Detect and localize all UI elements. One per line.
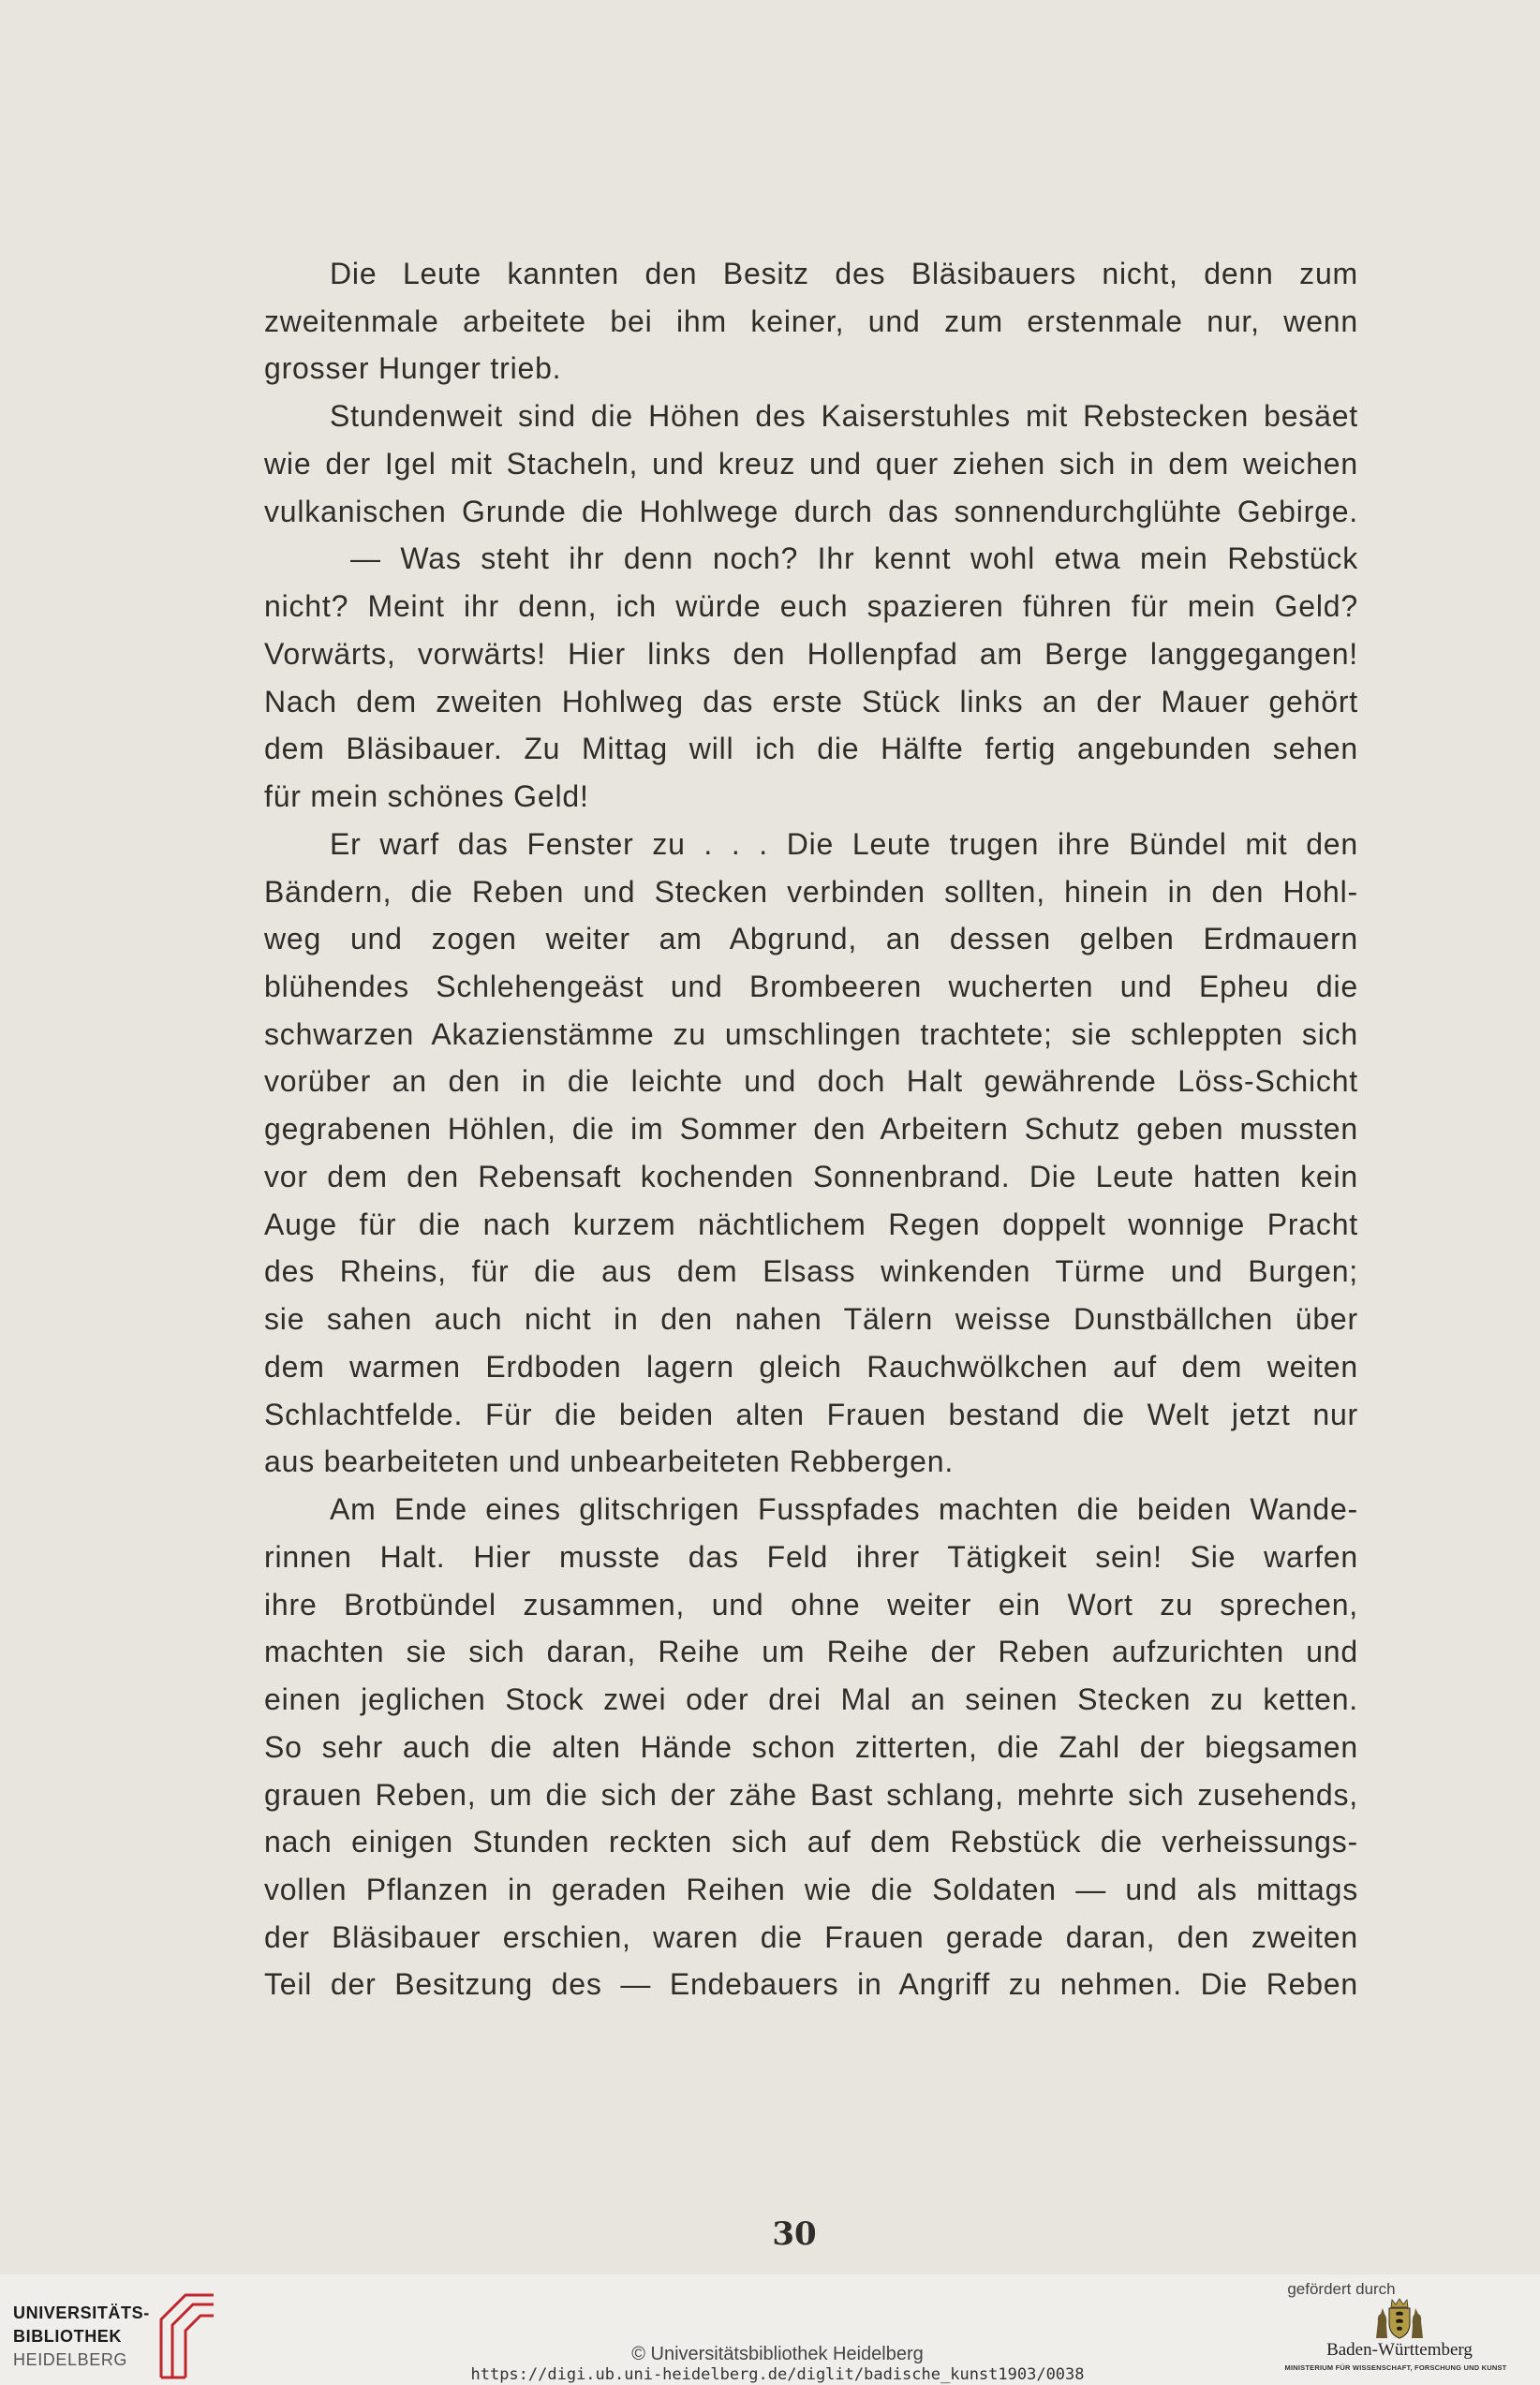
text-line: ihre Brotbündel zusammen, und ohne weiter ein Wort zu sprechen, [264,1587,1358,1622]
text-line: des Rheins, für die aus dem Elsass winkenden Türme und Burgen; [264,1254,1358,1289]
ub-heidelberg-logo-icon [157,2286,217,2379]
copyright-notice: © Universitätsbibliothek Heidelberg [631,2344,924,2364]
text-line: machten sie sich daran, Reihe um Reihe der Reben aufzurichten und [264,1635,1358,1669]
library-name-line: HEIDELBERG [13,2350,128,2369]
text-line: Er warf das Fenster zu . . . Die Leute trugen ihre Bündel mit den [330,826,1358,861]
text-line: Teil der Besitzung des — Endebauers in Angriff zu nehmen. Die Reben [264,1967,1358,2002]
text-line: Auge für die nach kurzem nächtlichem Regen doppelt wonnige Pracht [264,1207,1358,1241]
library-name-line: BIBLIOTHEK [13,2327,122,2346]
text-line: weg und zogen weiter am Abgrund, an dessen gelben Erdmauern [264,922,1358,956]
digitization-footer [0,2274,1540,2385]
library-logo-text [13,2302,150,2372]
text-line: blühendes Schlehengeäst und Brombeeren wucherten und Epheu die [264,970,1358,1004]
text-line: aus bearbeiteten und unbearbeiteten Rebbergen. [264,1444,955,1479]
text-line: Schlachtfelde. Für die beiden alten Frauen bestand die Welt jetzt nur [264,1397,1358,1431]
text-line: der Bläsibauer erschien, waren die Frauen gerade daran, den zweiten [264,1919,1358,1954]
paragraph [264,1486,1358,2008]
text-line: Am Ende eines glitschrigen Fusspfades machten die beiden Wande- [330,1492,1358,1527]
sponsor-ministry: MINISTERIUM FÜR WISSENSCHAFT, FORSCHUNG UND KUNST [1284,2363,1507,2372]
text-line: grauen Reben, um die sich der zähe Bast schlang, mehrte sich zusehends, [264,1777,1358,1812]
text-line: gegrabenen Höhlen, die im Sommer den Arbeitern Schutz geben mussten [264,1112,1358,1147]
text-body [264,250,1358,2008]
library-name-line: UNIVERSITÄTS- [13,2304,150,2322]
text-line: rinnen Halt. Hier musste das Feld ihrer Tätigkeit sein! Sie warfen [264,1539,1358,1574]
paragraph [264,250,1358,393]
paragraph [264,393,1358,535]
text-line: dem warmen Erdboden lagern gleich Rauchwölkchen auf dem weiten [264,1349,1358,1384]
text-line: zweitenmale arbeitete bei ihm keiner, und zum erstenmale nur, wenn [264,304,1358,338]
text-line: schwarzen Akazienstämme zu umschlingen trachtete; sie schleppten sich [264,1016,1358,1051]
text-line: vulkanischen Grunde die Hohlwege durch das sonnendurchglühte Gebirge. [264,494,1358,528]
text-line: Bändern, die Reben und Stecken verbinden sollten, hinein in den Hohl- [264,874,1358,909]
text-line: sie sahen auch nicht in den nahen Tälern weisse Dunstbällchen über [264,1302,1358,1337]
text-line: vor dem den Rebensaft kochenden Sonnenbrand. Die Leute hatten kein [264,1159,1358,1193]
text-line: nach einigen Stunden reckten sich auf dem Rebstück die verheissungs- [264,1825,1358,1859]
text-line: vollen Pflanzen in geraden Reihen wie die Soldaten — und als mittags [264,1872,1358,1906]
text-line: — Was steht ihr denn noch? Ihr kennt wohl etwa mein Rebstück [350,541,1358,576]
text-line: So sehr auch die alten Hände schon zitterten, die Zahl der biegsamen [264,1729,1358,1764]
sponsor-label: gefördert durch [1287,2280,1396,2298]
text-line: dem Bläsibauer. Zu Mittag will ich die Hälfte fertig angebunden sehen [264,732,1358,766]
text-line: Vorwärts, vorwärts! Hier links den Hollenpfad am Berge langgegangen! [264,636,1358,671]
text-line: Nach dem zweiten Hohlweg das erste Stück links an der Mauer gehört [264,684,1358,718]
text-line: einen jeglichen Stock zwei oder drei Mal an seinen Stecken zu ketten. [264,1682,1358,1717]
text-line: wie der Igel mit Stacheln, und kreuz und quer ziehen sich in dem weichen [264,446,1358,481]
text-line: Stundenweit sind die Höhen des Kaiserstuhles mit Rebstecken besäet [330,399,1358,434]
permalink-url: https://digi.ub.uni-heidelberg.de/diglit/badische_kunst1903/0038 [470,2365,1085,2384]
text-line: grosser Hunger trieb. [264,351,562,386]
baden-wuerttemberg-coat-of-arms-icon [1373,2297,1426,2340]
text-line: Die Leute kannten den Besitz des Bläsibauers nicht, denn zum [330,257,1358,290]
text-line: vorüber an den in die leichte und doch Halt gewährende Löss-Schicht [264,1064,1358,1099]
paragraph [264,535,1358,820]
text-line: für mein schönes Geld! [264,779,589,814]
text-line: nicht? Meint ihr denn, ich würde euch spazieren führen für mein Geld? [264,589,1358,624]
page-number: 30 [772,2215,817,2253]
sponsor-name: Baden-Württemberg [1326,2340,1473,2360]
paragraph [264,821,1358,1486]
